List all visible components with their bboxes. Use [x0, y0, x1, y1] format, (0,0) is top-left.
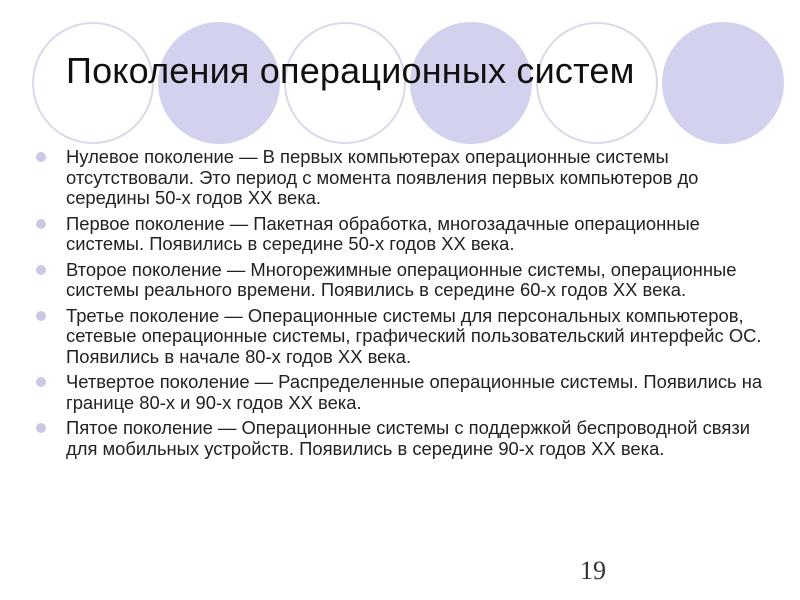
page-number: 19 — [580, 556, 606, 585]
decor-circle-6 — [662, 22, 784, 144]
bullet-dot-icon — [36, 311, 46, 321]
bullet-text: Нулевое поколение — В первых компьютерах операционные системы отсутствовали. Это период с момента появления первых компьютеров до середины 50-х годов XX века. — [66, 146, 699, 208]
bullet-dot-icon — [36, 377, 46, 387]
bullet-text: Четвертое поколение — Распределенные операционные системы. Появились на границе 80-х и 90-х годов XX века. — [66, 371, 763, 413]
slide-title: Поколения операционных систем — [66, 50, 635, 91]
bullet-dot-icon — [36, 219, 46, 229]
bullet-text: Третье поколение — Операционные системы для персональных компьютеров, сетевые операционные системы, графический пользовательский интерфейс ОС. Появились в начале 80-х годов XX века. — [66, 304, 762, 367]
bullet-item-gen5 — [36, 418, 766, 459]
bullet-item-gen3 — [36, 306, 766, 368]
bullet-list — [36, 147, 766, 464]
bullet-text: Первое поколение — Пакетная обработка, многозадачные операционные системы. Появились в середине 50-х годов XX века. — [66, 212, 700, 254]
bullet-dot-icon — [36, 265, 46, 275]
bullet-dot-icon — [36, 423, 46, 433]
bullet-text: Второе поколение — Многорежимные операционные системы, операционные системы реального времени. Появились в середине 60-х годов XX века. — [66, 258, 737, 300]
bullet-item-gen1 — [36, 214, 766, 255]
bullet-dot-icon — [36, 152, 46, 162]
bullet-item-gen4 — [36, 372, 766, 413]
bullet-item-gen0 — [36, 147, 766, 209]
bullet-item-gen2 — [36, 260, 766, 301]
bullet-text: Пятое поколение — Операционные системы с поддержкой беспроводной связи для мобильных устройств. Появились в середине 90-х годов XX века. — [66, 417, 751, 459]
